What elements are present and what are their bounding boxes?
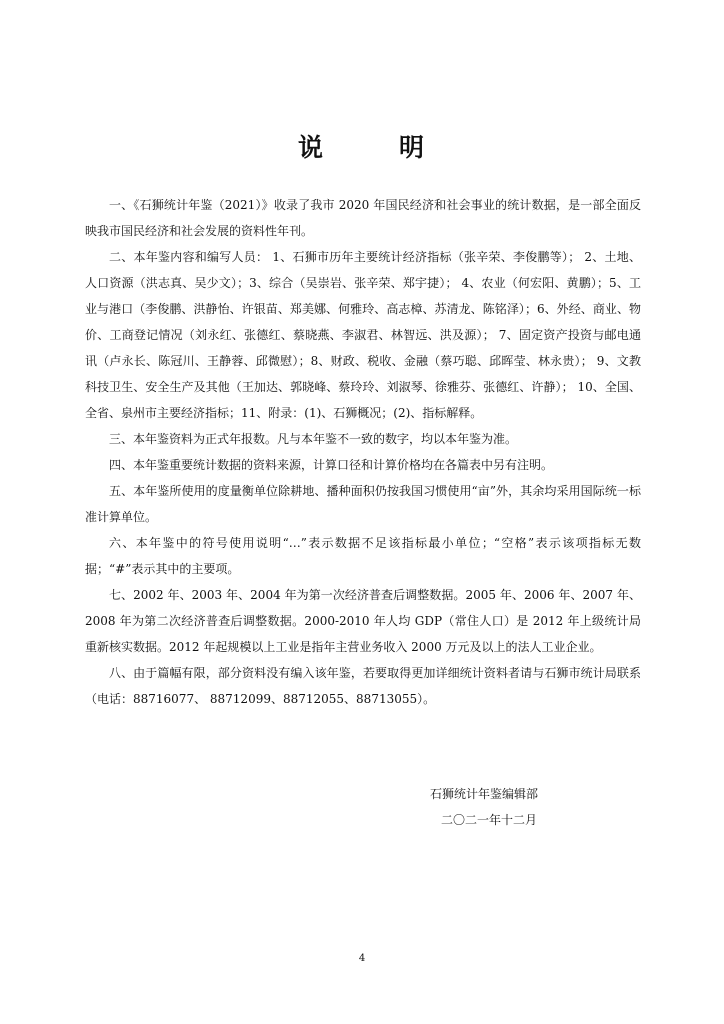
paragraph-4: 四、本年鉴重要统计数据的资料来源，计算口径和计算价格均在各篇表中另有注明。: [109, 458, 554, 472]
title-char-2: 明: [399, 133, 427, 162]
page-number: 4: [358, 953, 366, 964]
body-text: [85, 192, 641, 712]
signature-org: 石狮统计年鉴编辑部: [430, 787, 539, 801]
paragraph-3: 三、本年鉴资料为正式年报数。凡与本年鉴不一致的数字，均以本年鉴为准。: [109, 432, 518, 446]
paragraph-7: 七、2002 年、2003 年、2004 年为第一次经济普查后调整数据。2005 年、2006 年、2007 年、2008 年为第二次经济普查后调整数据。2000-2010 年人均 GDP（常住人口）是 2012 年上级统计局重新核实数据。2012 年起规模以上工业是指年主营业务收入 2000 万元及以上的法人工业企业。: [85, 588, 641, 654]
paragraph-2: 二、本年鉴内容和编写人员： 1、石狮市历年主要统计经济指标（张辛荣、李俊鹏等）； 2、土地、人口资源（洪志真、吴少文）；3、综合（吴崇岩、张辛荣、郑宇捷）； 4、农业（何宏阳、黄鹏）；5、工业与港口（李俊鹏、洪静怡、许银苗、郑美娜、何雅玲、高志樟、苏清龙、陈铭泽）；6、外经、商业、物价、工商登记情况（刘永红、张德红、蔡晓燕、李淑君、林智远、洪及源）； 7、固定资产投资与邮电通讯（卢永长、陈冠川、王静蓉、邱微慰）；8、财政、税收、金融（蔡巧聪、邱晖莹、林永贵）； 9、文教科技卫生、安全生产及其他（王加达、郭晓峰、蔡玲玲、刘淑琴、徐雅芬、张德红、许静）； 10、全国、全省、泉州市主要经济指标；11、附录：(1)、石狮概况；(2)、指标解释。: [85, 250, 641, 420]
signature-date: 二〇二一年十二月: [441, 813, 538, 827]
title-char-1: 说: [297, 133, 325, 162]
paragraph-5: 五、本年鉴所使用的度量衡单位除耕地、播种面积仍按我国习惯使用“亩”外，其余均采用国际统一标准计算单位。: [85, 484, 641, 524]
paragraph-6: 六、本年鉴中的符号使用说明“…”表示数据不足该指标最小单位；“空格”表示该项指标无数据；“#”表示其中的主要项。: [85, 536, 641, 576]
paragraph-8: 八、由于篇幅有限，部分资料没有编入该年鉴，若要取得更加详细统计资料者请与石狮市统计局联系（电话：88716077、 88712099、88712055、88713055）。: [85, 666, 641, 706]
page-title: [0, 128, 724, 164]
paragraph-1: 一、《石狮统计年鉴（2021）》收录了我市 2020 年国民经济和社会事业的统计数据，是一部全面反映我市国民经济和社会发展的资料性年刊。: [85, 198, 641, 238]
